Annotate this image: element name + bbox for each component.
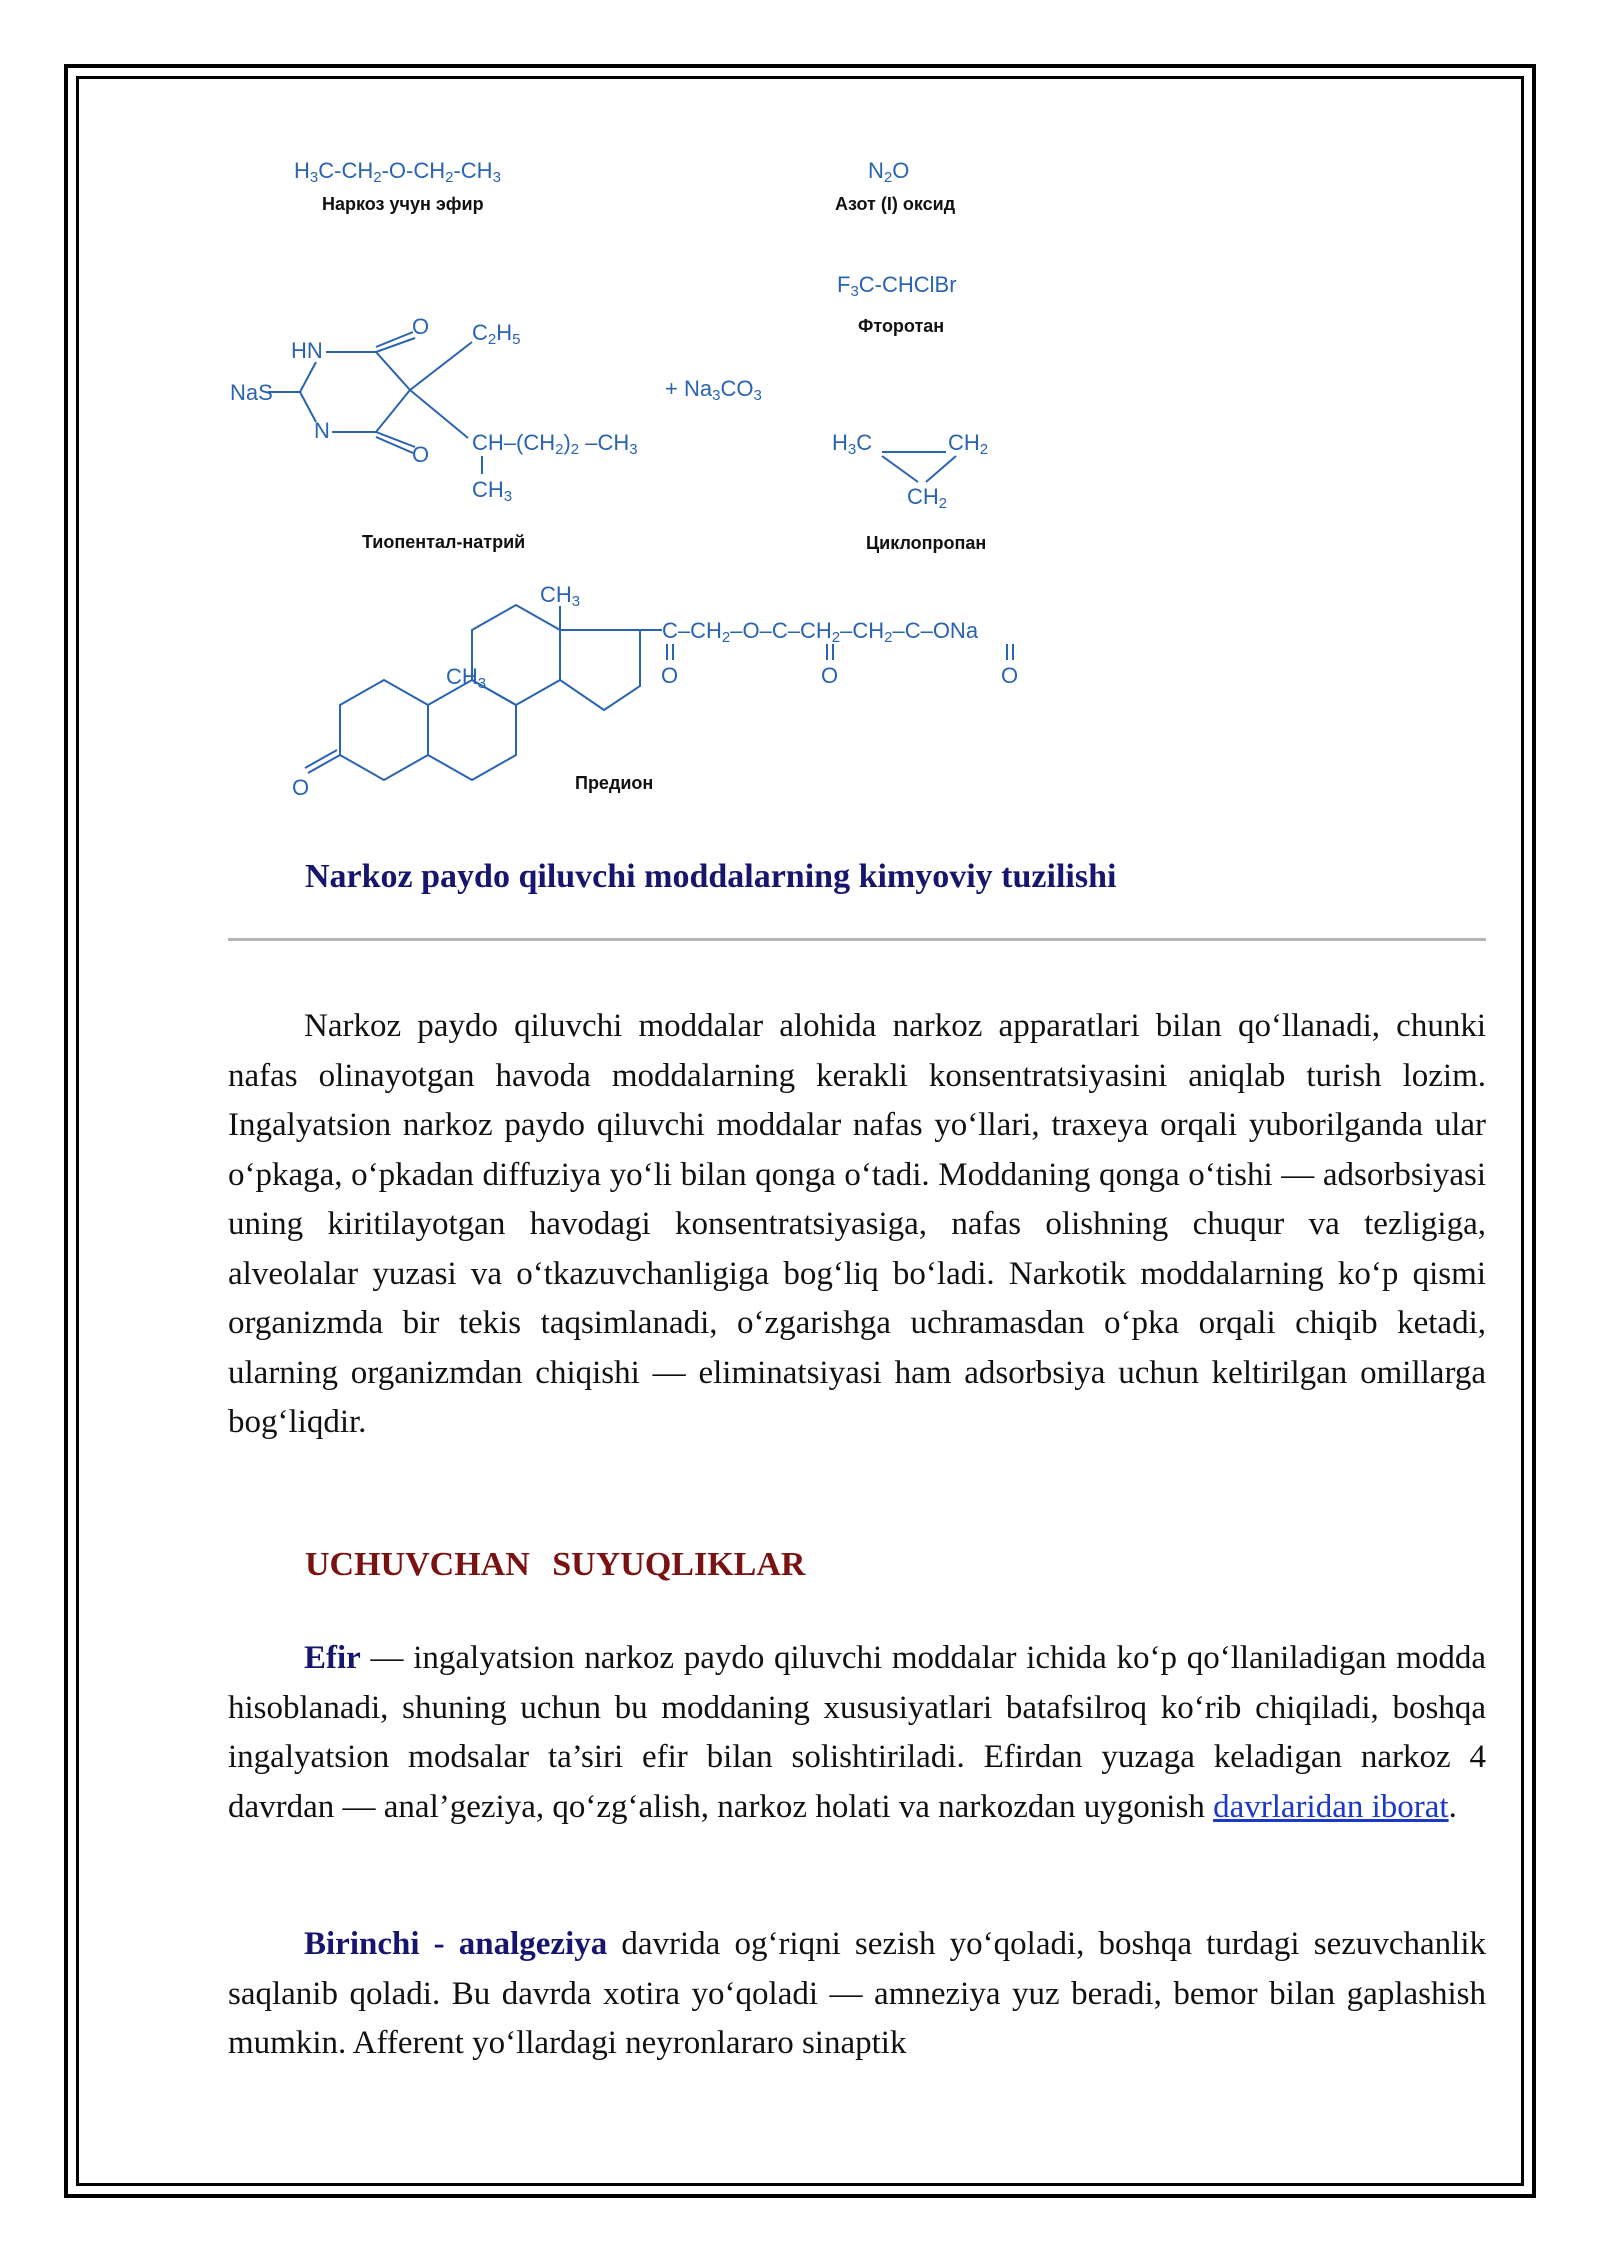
predion-ch3-mid: CH3 — [446, 664, 487, 692]
paragraph-birinchi-text: davrida og‘riqni sezish yo‘qoladi, boshqa turdagi sezuvchanlik saqlanib qoladi. Bu davrda xotira yo‘qoladi — amneziya yuz beradi, bemor bilan gaplashish mumkin. Afferent yo‘llardagi neyronlararo sinaptik — [228, 1926, 1486, 2061]
chemical-structures-figure — [210, 140, 1110, 820]
ftorotan-caption: Фторотан — [858, 316, 945, 336]
section-heading: UCHUVCHAN SUYUQLIKLAR — [305, 1546, 806, 1583]
thiopental-structure — [230, 314, 762, 552]
thiopental-nas: NaS — [230, 380, 273, 405]
ether-formula: H3C-CH2-O-CH2-CH3 — [294, 158, 501, 186]
thiopental-c2h5: C2H5 — [472, 320, 521, 348]
paragraph-efir — [228, 1634, 1486, 1832]
thiopental-caption: Тиопентал-натрий — [362, 532, 526, 552]
thiopental-o-bottom: O — [412, 442, 430, 467]
cyclopropane-ch2-bottom: CH2 — [907, 484, 948, 512]
cyclopropane-h3c: H3C — [832, 430, 873, 458]
ftorotan-formula: F3C-CHClBr — [837, 272, 957, 300]
term-efir: Efir — [304, 1640, 361, 1676]
n2o-formula: N2O — [868, 158, 910, 186]
paragraph-birinchi — [228, 1920, 1486, 2069]
predion-chain: C–CH2–O–C–CH2–CH2–C–ONa — [662, 618, 979, 646]
thiopental-n: N — [314, 418, 330, 443]
paragraph-efir-end: . — [1448, 1788, 1457, 1825]
thiopental-ch3: CH3 — [472, 477, 513, 505]
predion-structure — [292, 582, 1018, 800]
ether-caption: Наркоз учун эфир — [322, 194, 484, 214]
thiopental-reagent: + Na3CO3 — [665, 376, 762, 404]
figure-caption: Narkoz paydo qiluvchi moddalarning kimyoviy tuzilishi — [305, 858, 1117, 895]
horizontal-rule — [228, 938, 1486, 941]
predion-o1: O — [661, 663, 679, 688]
predion-o-ketone: O — [292, 775, 310, 800]
predion-caption: Предион — [575, 773, 654, 793]
predion-o2: O — [821, 663, 839, 688]
paragraph-narkoz: Narkoz paydo qiluvchi moddalar alohida narkoz apparatlari bilan qo‘llanadi, chunki nafas olinayotgan havoda moddalarning kerakli konsentratsiyasini aniqlab turish lozim. Ingalyatsion narkoz paydo qiluvchi moddalar nafas yo‘llari, traxeya orqali yuborilganda ular o‘pkaga, o‘pkadan diffuziya yo‘li bilan qonga o‘tadi. Moddaning qonga o‘tishi — adsorbsiyasi uning kiritilayotgan havodagi konsentratsiyasiga, nafas olishning chuqur va tezligiga, alveolalar yuzasi va o‘tkazuvchanligiga bog‘liq bo‘ladi. Narkotik moddalarning ko‘p qismi organizmda bir tekis taqsimlanadi, o‘zgarishga uchramasdan o‘pka orqali chiqib ketadi, ularning organizmdan chiqishi — eliminatsiyasi ham adsorbsiya uchun keltirilgan omillarga bog‘liqdir. — [228, 1008, 1486, 1440]
thiopental-o-top: O — [412, 314, 430, 339]
predion-o3: O — [1001, 663, 1019, 688]
link-davrlaridan-iborat[interactable]: davrlaridan iborat — [1213, 1788, 1449, 1825]
cyclopropane-caption: Циклопропан — [866, 533, 987, 553]
predion-ch3-top: CH3 — [540, 582, 581, 610]
n2o-caption: Азот (I) оксид — [835, 194, 956, 214]
paragraph-efir-text: — ingalyatsion narkoz paydo qiluvchi moddalar ichida ko‘p qo‘llaniladigan modda hisoblanadi, shuning uchun bu moddaning xususiyatlari batafsilroq ko‘rib chiqiladi, boshqa ingalyatsion modsalar ta’siri efir bilan solishtiriladi. Efirdan yuzaga keladigan narkoz 4 davrdan — anal’geziya, qo‘zg‘alish, narkoz holati va narkozdan uygonish — [228, 1640, 1486, 1825]
thiopental-chain: CH–(CH2)2 –CH3 — [472, 430, 638, 458]
cyclopropane-structure — [832, 430, 988, 553]
cyclopropane-ch2-right: CH2 — [948, 430, 989, 458]
term-birinchi-analgeziya: Birinchi - analgeziya — [304, 1926, 608, 1962]
thiopental-hn: HN — [291, 338, 323, 363]
